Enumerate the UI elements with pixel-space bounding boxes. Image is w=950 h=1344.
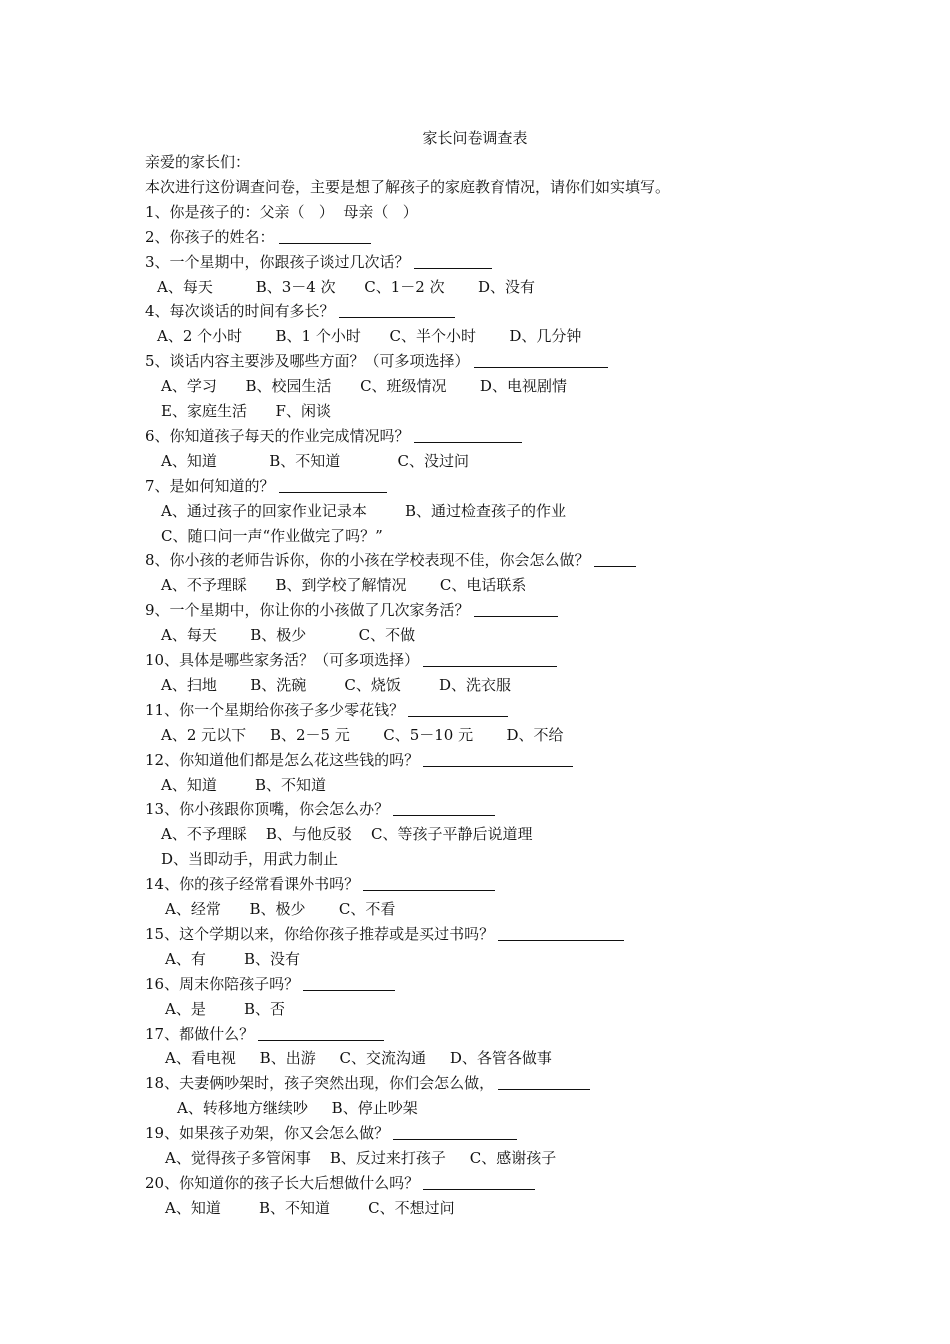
answer-blank[interactable]: [498, 924, 624, 941]
line-text: A、不予理睬 B、到学校了解情况 C、电话联系: [161, 576, 527, 595]
option-line: [165, 1197, 455, 1219]
option-line: [157, 276, 535, 298]
line-text: 16、周末你陪孩子吗？: [145, 974, 300, 993]
option-line: [165, 898, 395, 920]
question-line: [145, 923, 624, 945]
line-text: E、家庭生活 F、闲谈: [161, 402, 331, 420]
line-text: 5、谈话内容主要涉及哪些方面？（可多项选择）: [145, 352, 470, 371]
question-line: [145, 973, 395, 995]
line-text: A、不予理睬 B、与他反驳 C、等孩子平静后说道理: [161, 825, 533, 844]
option-line: [157, 325, 581, 347]
question-line: [145, 1122, 517, 1144]
question-line: [145, 1023, 384, 1045]
line-text: 6、你知道孩子每天的作业完成情况吗？: [145, 426, 410, 445]
line-text: 13、你小孩跟你顶嘴，你会怎么办？: [145, 800, 390, 819]
option-line: [161, 774, 326, 796]
line-text: 2、你孩子的姓名：: [145, 227, 275, 246]
line-text: 3、一个星期中，你跟孩子谈过几次话？: [145, 252, 410, 271]
line-text: 11、你一个星期给你孩子多少零花钱？: [145, 700, 405, 719]
line-text: 7、是如何知道的？: [145, 476, 275, 495]
line-text: 19、如果孩子劝架，你又会怎么做？: [145, 1124, 390, 1143]
answer-blank[interactable]: [279, 476, 387, 493]
option-line: [161, 724, 564, 746]
question-line: [145, 549, 636, 571]
line-text: A、2 元以下 B、2－5 元 C、5－10 元 D、不给: [161, 725, 564, 744]
line-text: 9、一个星期中，你让你的小孩做了几次家务活？: [145, 601, 470, 620]
question-line: [145, 649, 557, 671]
line-text: 12、你知道他们都是怎么花这些钱的吗？: [145, 750, 420, 769]
option-line: [177, 1097, 418, 1119]
answer-blank[interactable]: [423, 650, 557, 667]
line-text: A、看电视 B、出游 C、交流沟通 D、各管各做事: [165, 1049, 552, 1068]
line-text: A、知道 B、不知道: [161, 775, 327, 794]
question-line: [145, 350, 608, 372]
question-line: [145, 201, 418, 223]
question-line: [145, 251, 492, 273]
line-text: A、觉得孩子多管闲事 B、反过来打孩子 C、感谢孩子: [165, 1149, 557, 1167]
line-text: C、随口问一声“作业做完了吗？”: [161, 526, 383, 545]
line-text: A、转移地方继续吵 B、停止吵架: [177, 1099, 418, 1118]
line-text: 8、你小孩的老师告诉你，你的小孩在学校表现不佳，你会怎么做？: [145, 551, 590, 570]
line-text: A、2 个小时 B、1 个小时 C、半个小时 D、几分钟: [157, 327, 582, 346]
line-text: A、每天 B、极少 C、不做: [161, 626, 416, 645]
line-text: 18、夫妻俩吵架时，孩子突然出现，你们会怎么做，: [145, 1074, 495, 1093]
question-line: [145, 425, 522, 447]
option-line: [161, 450, 469, 472]
answer-blank[interactable]: [279, 227, 371, 244]
option-line: [161, 848, 338, 870]
option-line: [165, 948, 300, 970]
intro-line: [145, 176, 670, 198]
line-text: A、知道 B、不知道 C、没过问: [161, 451, 469, 470]
line-text: 20、你知道你的孩子长大后想做什么吗？: [145, 1173, 420, 1192]
option-line: [161, 400, 331, 422]
option-line: [161, 823, 532, 845]
line-text: 10、具体是哪些家务活？（可多项选择）: [145, 651, 420, 669]
answer-blank[interactable]: [423, 750, 573, 767]
answer-blank[interactable]: [363, 874, 495, 891]
question-line: [145, 300, 455, 322]
question-line: [145, 599, 558, 621]
line-text: A、有 B、没有: [165, 949, 301, 968]
line-text: 1、你是孩子的：父亲（ ） 母亲（ ）: [145, 202, 418, 221]
line-text: A、每天 B、3－4 次 C、1－2 次 D、没有: [157, 277, 535, 296]
question-line: [145, 749, 573, 771]
line-text: A、通过孩子的回家作业记录本 B、通过检查孩子的作业: [161, 501, 567, 520]
answer-blank[interactable]: [393, 799, 495, 816]
option-line: [161, 500, 566, 522]
answer-blank[interactable]: [258, 1024, 384, 1041]
line-text: A、扫地 B、洗碗 C、烧饭 D、洗衣服: [161, 675, 512, 694]
question-line: [145, 475, 387, 497]
answer-blank[interactable]: [408, 700, 508, 717]
answer-blank[interactable]: [414, 426, 522, 443]
line-text: A、经常 B、极少 C、不看: [165, 900, 396, 918]
line-text: 15、这个学期以来，你给你孩子推荐或是买过书吗？: [145, 924, 495, 943]
answer-blank[interactable]: [423, 1173, 535, 1190]
question-line: [145, 1172, 535, 1194]
answer-blank[interactable]: [393, 1123, 517, 1140]
line-text: 亲爱的家长们：: [145, 153, 251, 171]
question-line: [145, 1072, 590, 1094]
option-line: [165, 998, 285, 1020]
answer-blank[interactable]: [498, 1073, 590, 1090]
document-title: 家长问卷调查表: [422, 129, 528, 147]
line-text: 14、你的孩子经常看课外书吗？: [145, 875, 360, 894]
line-text: A、知道 B、不知道 C、不想过问: [165, 1198, 455, 1217]
question-line: [145, 226, 371, 248]
line-text: 17、都做什么？: [145, 1024, 255, 1043]
option-line: [161, 574, 526, 596]
answer-blank[interactable]: [303, 974, 395, 991]
question-line: [145, 798, 495, 820]
line-text: 本次进行这份调查问卷，主要是想了解孩子的家庭教育情况，请你们如实填写。: [145, 177, 671, 196]
greeting-line: [145, 151, 250, 173]
answer-blank[interactable]: [474, 351, 608, 368]
option-line: [161, 624, 415, 646]
option-line: [165, 1147, 556, 1169]
option-line: [161, 375, 567, 397]
line-text: A、学习 B、校园生活 C、班级情况 D、电视剧情: [161, 377, 567, 396]
answer-blank[interactable]: [414, 252, 492, 269]
answer-blank[interactable]: [474, 600, 558, 617]
question-line: [145, 699, 508, 721]
line-text: A、是 B、否: [165, 999, 286, 1018]
option-line: [165, 1047, 552, 1069]
answer-blank[interactable]: [594, 550, 636, 567]
question-line: [145, 873, 495, 895]
option-line: [161, 674, 511, 696]
line-text: D、当即动手，用武力制止: [161, 850, 339, 869]
option-line: [161, 525, 383, 547]
line-text: 4、每次谈话的时间有多长？: [145, 302, 335, 321]
answer-blank[interactable]: [339, 301, 455, 318]
